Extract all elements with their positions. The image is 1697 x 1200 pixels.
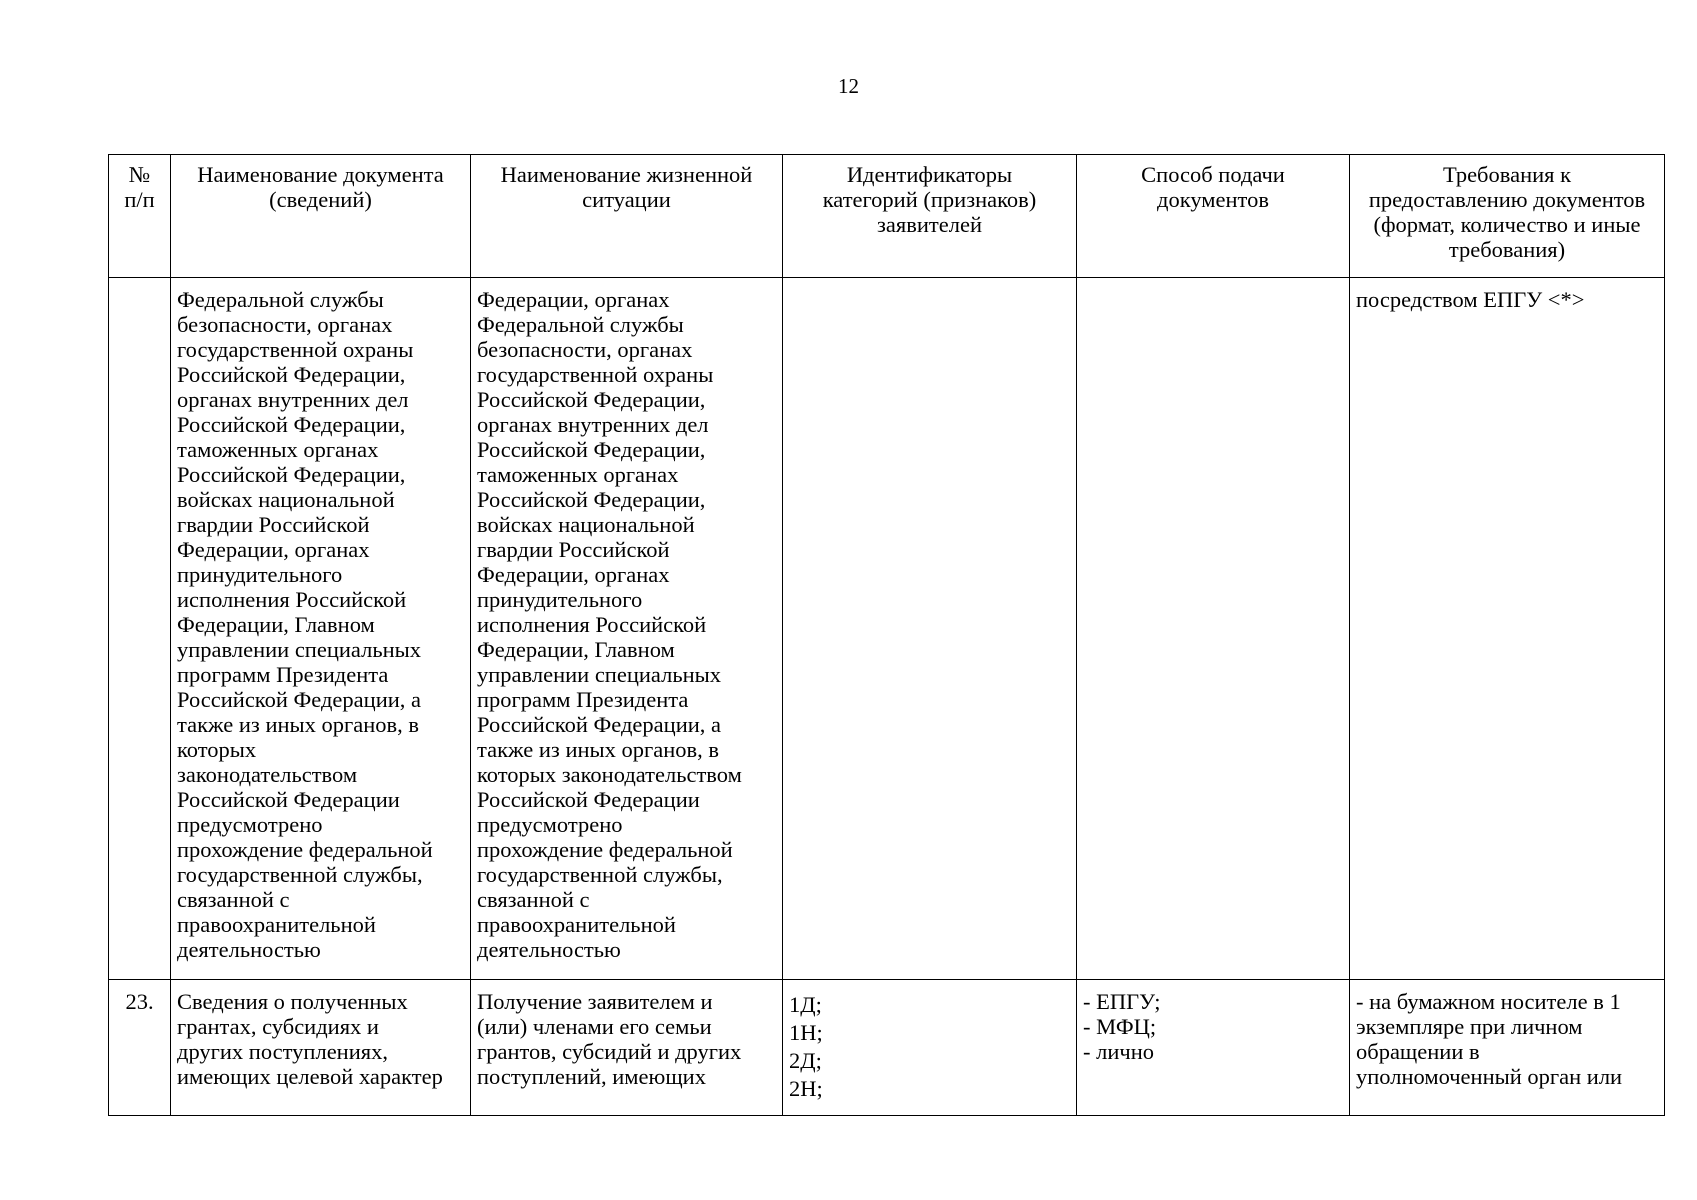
header-applicant-identifiers: Идентификаторы категорий (признаков) заявителей — [783, 155, 1077, 278]
cell-number — [109, 278, 171, 980]
cell-document-name: Федеральной службы безопасности, органах государственной охраны Российской Федерации, органах внутренних дел Российской Федерации, таможенных органах Российской Федерации, войсках национальной гвардии Российской Федерации, органах принудительного исполнения Российской Федерации, Главном управлении специальных программ Президента Российской Федерации, а также из иных органов, в которых законодательством Российской Федерации предусмотрено прохождение федеральной государственной службы, связанной с правоохранительной деятельностью — [171, 278, 471, 980]
cell-submission-method: - ЕПГУ; - МФЦ; - лично — [1077, 980, 1350, 1116]
table-header-row — [109, 155, 1665, 278]
cell-life-situation: Получение заявителем и (или) членами его семьи грантов, субсидий и других поступлений, имеющих — [471, 980, 783, 1116]
header-number: № п/п — [109, 155, 171, 278]
cell-submission-method — [1077, 278, 1350, 980]
cell-number: 23. — [109, 980, 171, 1116]
cell-life-situation: Федерации, органах Федеральной службы безопасности, органах государственной охраны Российской Федерации, органах внутренних дел Российской Федерации, таможенных органах Российской Федерации, войсках национальной гвардии Российской Федерации, органах принудительного исполнения Российской Федерации, Главном управлении специальных программ Президента Российской Федерации, а также из иных органов, в которых законодательством Российской Федерации предусмотрено прохождение федеральной государственной службы, связанной с правоохранительной деятельностью — [471, 278, 783, 980]
cell-requirements: - на бумажном носителе в 1 экземпляре при личном обращении в уполномоченный орган или — [1350, 980, 1665, 1116]
cell-requirements: посредством ЕПГУ <*> — [1350, 278, 1665, 980]
header-document-name: Наименование документа (сведений) — [171, 155, 471, 278]
cell-applicant-identifiers: 1Д; 1Н; 2Д; 2Н; — [783, 980, 1077, 1116]
table-row — [109, 980, 1665, 1116]
header-requirements: Требования к предоставлению документов (формат, количество и иные требования) — [1350, 155, 1665, 278]
page-number: 12 — [838, 74, 859, 98]
header-submission-method: Способ подачи документов — [1077, 155, 1350, 278]
documents-table — [108, 154, 1665, 1116]
header-life-situation: Наименование жизненной ситуации — [471, 155, 783, 278]
cell-document-name: Сведения о полученных грантах, субсидиях и других поступлениях, имеющих целевой характер — [171, 980, 471, 1116]
table-row — [109, 278, 1665, 980]
cell-applicant-identifiers — [783, 278, 1077, 980]
